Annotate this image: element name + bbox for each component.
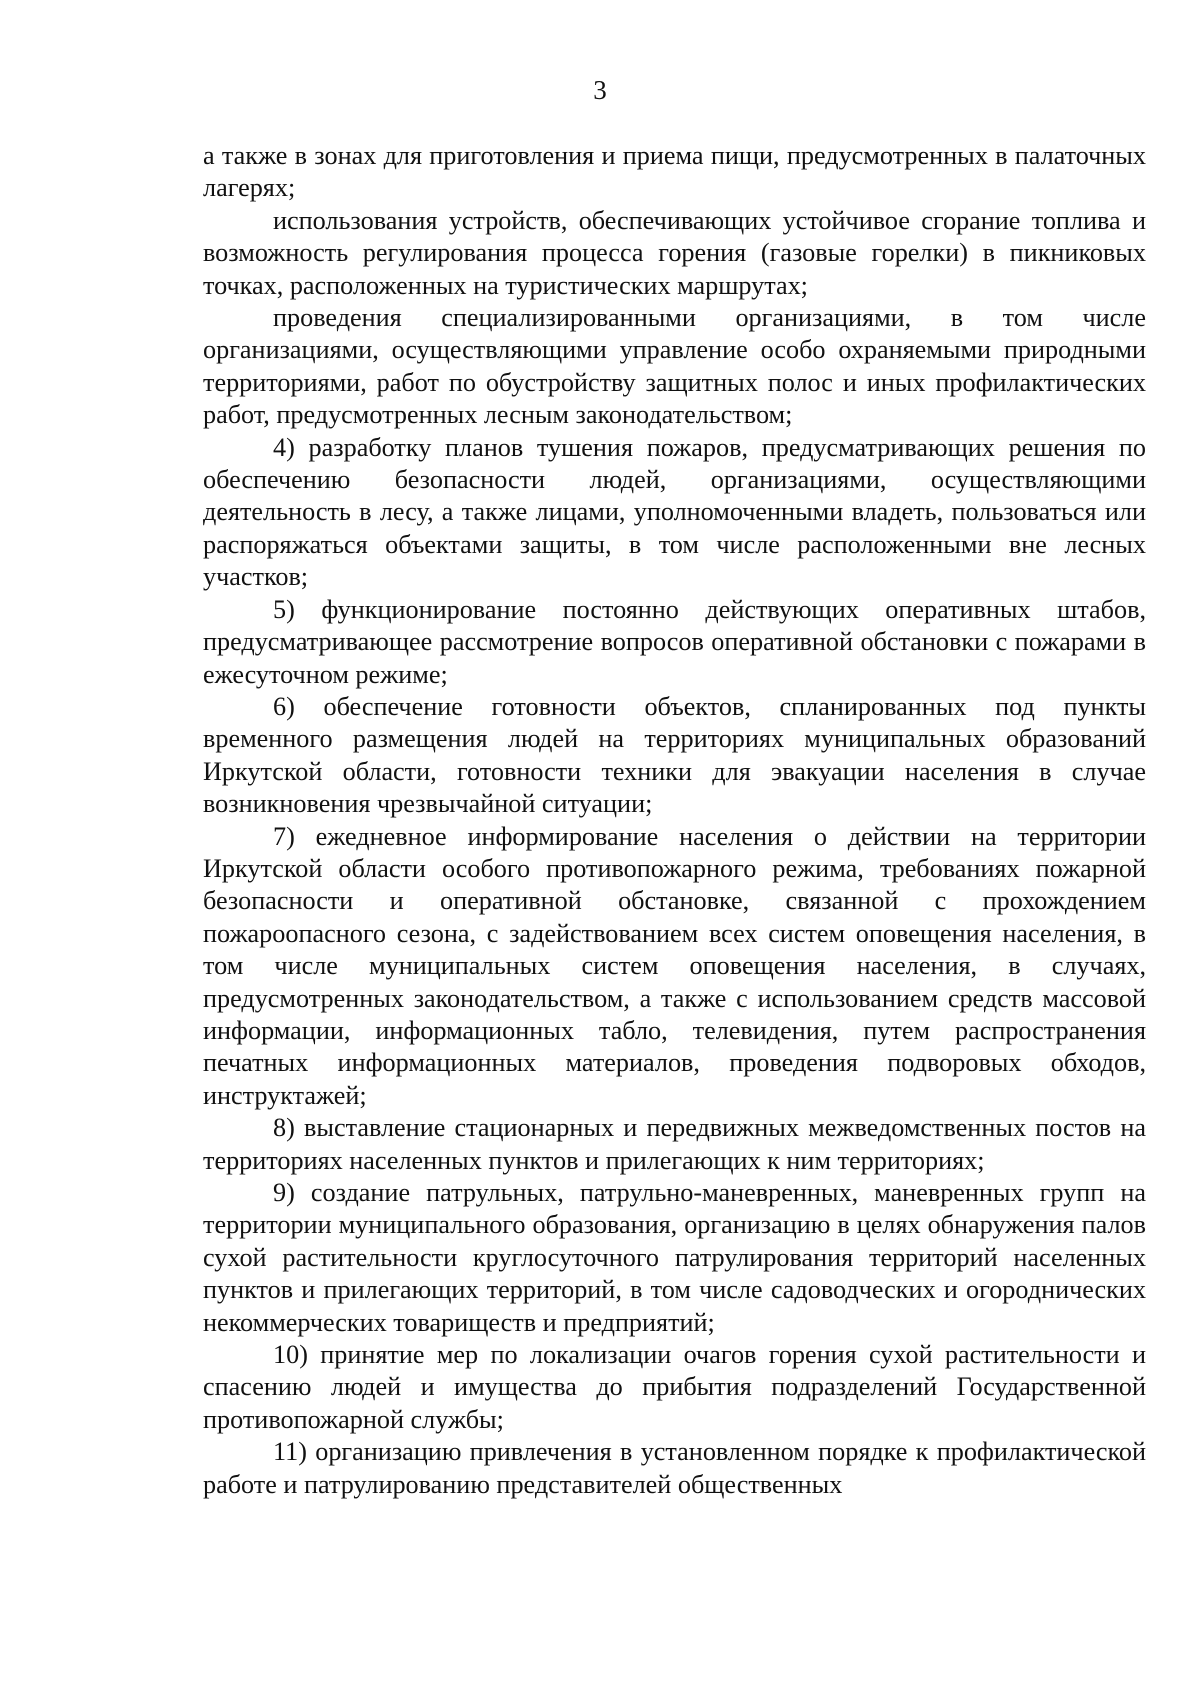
- paragraph-item-9: 9) создание патрульных, патрульно-маневренных, маневренных групп на территории муниципального образования, организацию в целях обнаружения палов сухой растительности круглосуточного патрулирования территорий населенных пунктов и прилегающих территорий, в том числе садоводческих и огороднических некоммерческих товариществ и предприятий;: [203, 1178, 1146, 1337]
- paragraph-item-4: 4) разработку планов тушения пожаров, предусматривающих решения по обеспечению безопасности людей, организациями, осуществляющими деятельность в лесу, а также лицами, уполномоченными владеть, пользоваться или распоряжаться объектами защиты, в том числе расположенными вне лесных участков;: [203, 432, 1146, 592]
- paragraph-item-10: 10) принятие мер по локализации очагов горения сухой растительности и спасению людей и имущества до прибытия подразделений Государственной противопожарной службы;: [203, 1340, 1146, 1434]
- page-number: 3: [593, 75, 607, 105]
- document-body: [203, 140, 1146, 1501]
- paragraph-tent-camps: а также в зонах для приготовления и приема пищи, предусмотренных в палаточных лагерях;: [203, 141, 1146, 203]
- paragraph-protective-strips: проведения специализированными организациями, в том числе организациями, осуществляющими управление особо охраняемыми природными территориями, работ по обустройству защитных полос и иных профилактических работ, предусмотренных лесным законодательством;: [203, 303, 1146, 430]
- paragraph-item-8: 8) выставление стационарных и передвижных межведомственных постов на территориях населенных пунктов и прилегающих к ним территориях;: [203, 1113, 1146, 1175]
- paragraph-item-6: 6) обеспечение готовности объектов, спланированных под пункты временного размещения людей на территориях муниципальных образований Иркутской области, готовности техники для эвакуации населения в случае возникновения чрезвычайной ситуации;: [203, 691, 1146, 819]
- paragraph-item-11: 11) организацию привлечения в установленном порядке к профилактической работе и патрулированию представителей общественных: [203, 1437, 1146, 1499]
- paragraph-item-5: 5) функционирование постоянно действующих оперативных штабов, предусматривающее рассмотрение вопросов оперативной обстановки с пожарами в ежесуточном режиме;: [203, 594, 1146, 689]
- paragraph-gas-burners: использования устройств, обеспечивающих устойчивое сгорание топлива и возможность регулирования процесса горения (газовые горелки) в пикниковых точках, расположенных на туристических маршрутах;: [203, 205, 1146, 300]
- paragraph-item-7: 7) ежедневное информирование населения о действии на территории Иркутской области особого противопожарного режима, требованиях пожарной безопасности и оперативной обстановке, связанной с прохождением пожароопасного сезона, с задействованием всех систем оповещения населения, в том числе муниципальных систем оповещения населения, в случаях, предусмотренных законодательством, а также с использованием средств массовой информации, информационных табло, телевидения, путем распространения печатных информационных материалов, проведения подворовых обходов, инструктажей;: [203, 821, 1146, 1110]
